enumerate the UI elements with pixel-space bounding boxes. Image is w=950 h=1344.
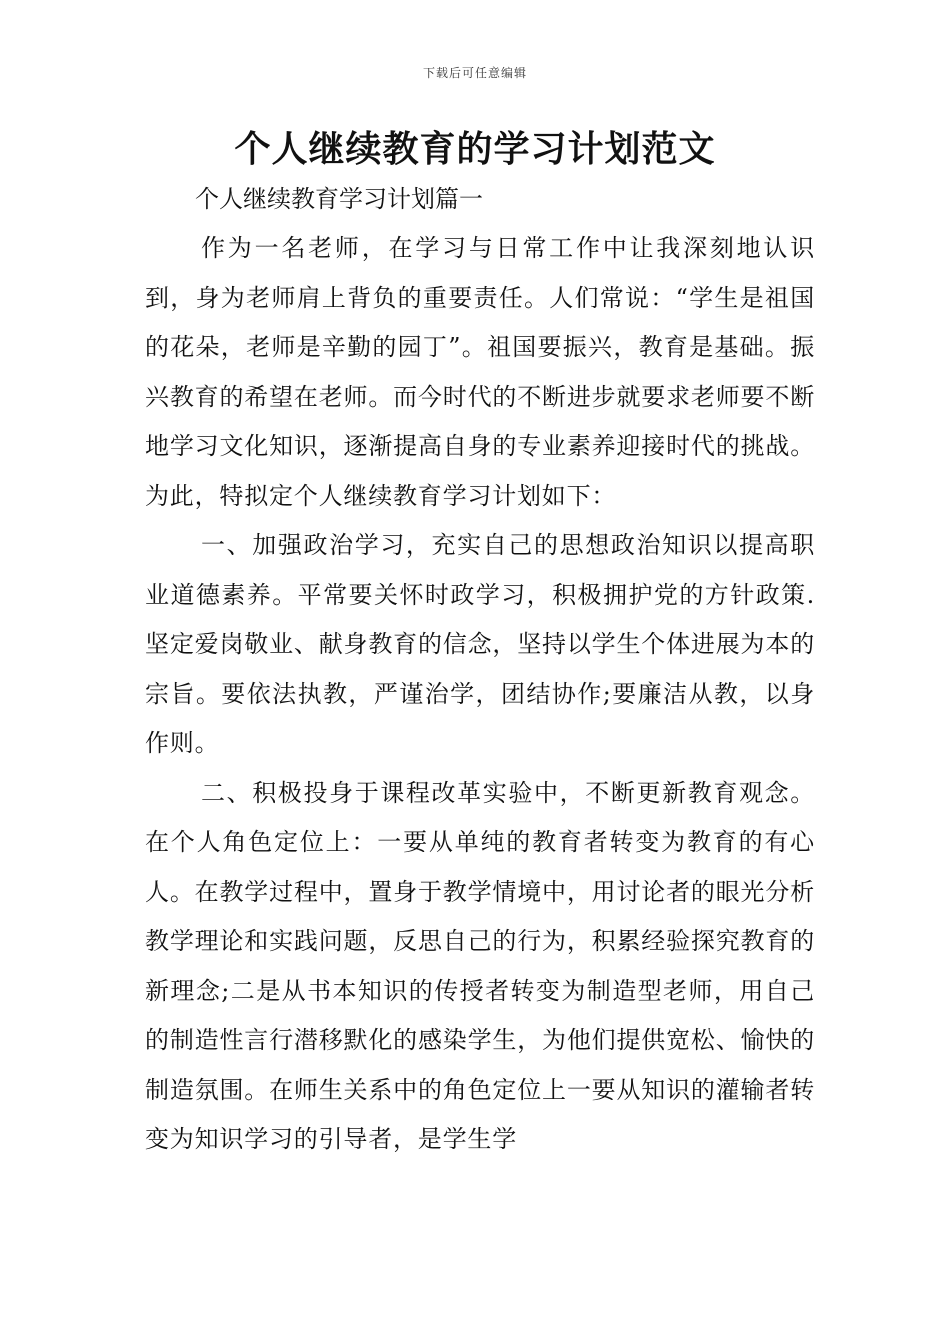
section-subtitle: 个人继续教育学习计划篇一: [195, 185, 483, 213]
paragraph-point-2: 二、积极投身于课程改革实验中，不断更新教育观念。在个人角色定位上：一要从单纯的教育者转变为教育的有心人。在教学过程中，置身于教学情境中，用讨论者的眼光分析教学理论和实践问题，反思自己的行为，积累经验探究教育的新理念;二是从书本知识的传授者转变为制造型老师，用自己的制造性言行潜移默化的感染学生，为他们提供宽松、愉快的制造氛围。在师生关系中的角色定位上一要从知识的灌输者转变为知识学习的引导者，是学生学: [145, 778, 815, 1153]
document-body: [145, 174, 815, 1165]
document-title: 个人继续教育的学习计划范文: [234, 129, 716, 170]
header-note: 下载后可任意编辑: [422, 66, 527, 80]
paragraph-intro: 作为一名老师，在学习与日常工作中让我深刻地认识到，身为老师肩上背负的重要责任。人们常说：“学生是祖国的花朵，老师是辛勤的园丁”。祖国要振兴，教育是基础。振兴教育的希望在老师。而今时代的不断进步就要求老师要不断地学习文化知识，逐渐提高自身的专业素养迎接时代的挑战。为此，特拟定个人继续教育学习计划如下：: [145, 234, 815, 510]
paragraph-point-1: 一、加强政治学习，充实自己的思想政治知识以提高职业道德素养。平常要关怀时政学习，积极拥护党的方针政策.坚定爱岗敬业、献身教育的信念，坚持以学生个体进展为本的宗旨。要依法执教，严谨治学，团结协作;要廉洁从教，以身作则。: [145, 531, 815, 757]
